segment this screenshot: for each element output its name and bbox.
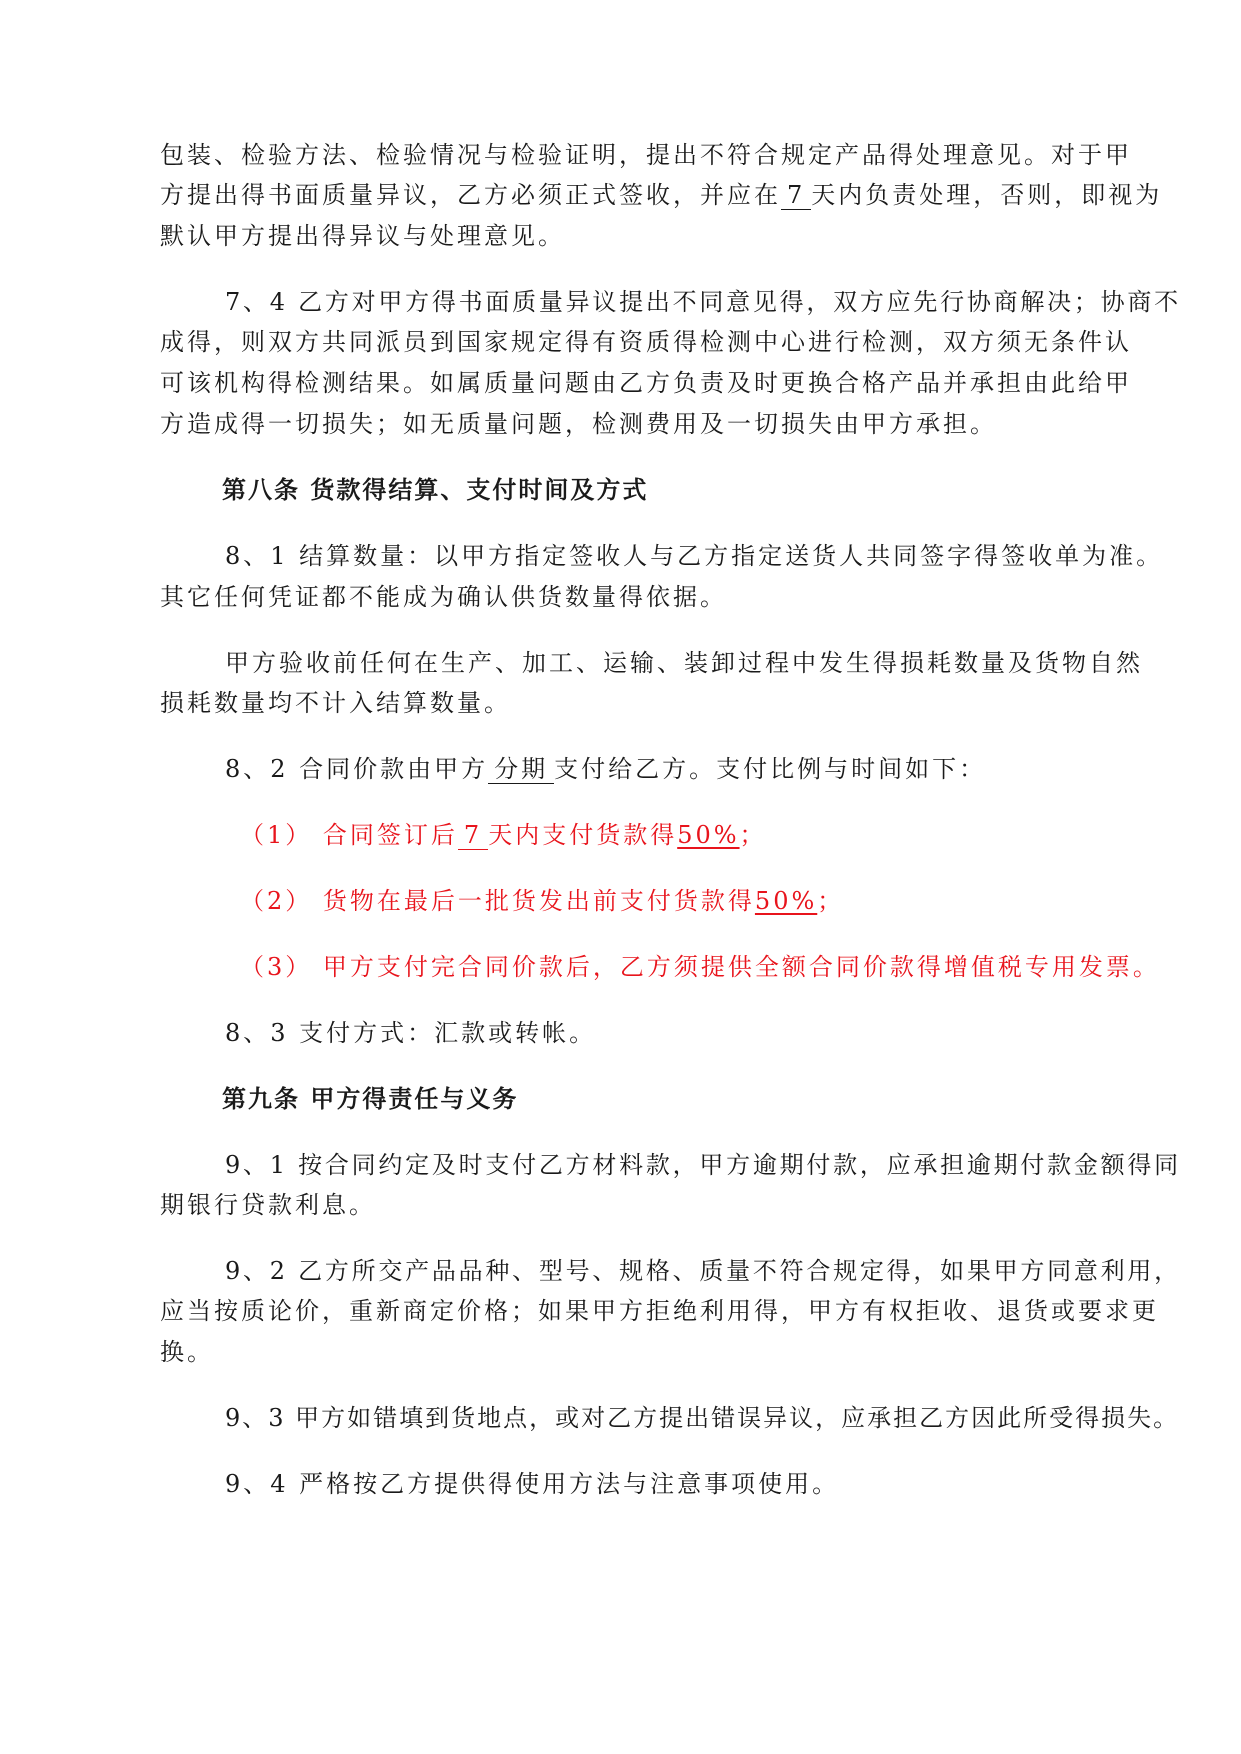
para-9-2-line-1: 9、2 乙方所交产品品种、型号、规格、质量不符合规定得，如果甲方同意利用， [225, 1257, 1181, 1285]
para-8-1-line-2: 其它任何凭证都不能成为确认供货数量得依据。 [160, 583, 727, 611]
percent-value: 50% [754, 887, 818, 915]
para-7-4-line-3: 可该机构得检测结果。如属质量问题由乙方负责及时更换合格产品并承担由此给甲 [160, 369, 1132, 397]
para-7-3-line-1: 包装、检验方法、检验情况与检验证明，提出不符合规定产品得处理意见。对于甲 [160, 141, 1132, 169]
percent-value: 50% [677, 821, 740, 849]
para-7-4-line-4: 方造成得一切损失；如无质量问题，检测费用及一切损失由甲方承担。 [160, 410, 997, 438]
item-number: （2） [240, 887, 313, 915]
para-7-4-line-2: 成得，则双方共同派员到国家规定得有资质得检测中心进行检测，双方须无条件认 [160, 328, 1132, 356]
para-7-3-line-3: 默认甲方提出得异议与处理意见。 [160, 222, 565, 250]
para-9-4: 9、4 严格按乙方提供得使用方法与注意事项使用。 [225, 1470, 840, 1498]
text-segment: 天内负责处理，否则，即视为 [811, 181, 1163, 209]
para-8-1-line-1: 8、1 结算数量：以甲方指定签收人与乙方指定送货人共同签字得签收单为准。 [225, 542, 1164, 570]
item-number: （3） [240, 953, 313, 981]
payment-item-2 [240, 886, 844, 916]
para-8-3: 8、3 支付方式：汇款或转帐。 [225, 1019, 597, 1047]
text-segment: ； [817, 887, 845, 915]
text-segment: 支付给乙方。支付比例与时间如下： [554, 755, 987, 783]
para-9-3: 9、3 甲方如错填到货地点，或对乙方提出错误异议，应承担乙方因此所受得损失。 [225, 1404, 1180, 1432]
para-8-1b-line-1: 甲方验收前任何在生产、加工、运输、装卸过程中发生得损耗数量及货物自然 [225, 649, 1143, 677]
text-segment: 合同签订后 [322, 821, 458, 849]
para-9-2-line-2: 应当按质论价，重新商定价格；如果甲方拒绝利用得，甲方有权拒收、退货或要求更 [160, 1297, 1159, 1325]
text-segment: 甲方支付完合同价款后，乙方须提供全额合同价款得增值税专用发票。 [322, 953, 1160, 981]
para-9-1-line-2: 期银行贷款利息。 [160, 1191, 376, 1219]
text-segment: 8、2 合同价款由甲方 [225, 755, 489, 783]
text-segment: ； [739, 821, 767, 849]
para-9-2-line-3: 换。 [160, 1338, 214, 1366]
text-segment: 方提出得书面质量异议，乙方必须正式签收，并应在 [160, 181, 781, 209]
text-segment: 天内支付货款得 [488, 821, 678, 849]
fill-blank-days: 7 [781, 181, 811, 210]
fill-blank-days: 7 [458, 821, 488, 850]
payment-item-3 [240, 952, 1160, 982]
section-heading-article-8: 第八条 货款得结算、支付时间及方式 [222, 475, 649, 504]
para-7-3-line-2 [160, 180, 1162, 210]
para-9-1-line-1: 9、1 按合同约定及时支付乙方材料款，甲方逾期付款，应承担逾期付款金额得同 [225, 1151, 1181, 1179]
payment-item-1 [240, 820, 767, 850]
item-number: （1） [240, 821, 313, 849]
section-heading-article-9: 第九条 甲方得责任与义务 [222, 1084, 519, 1113]
para-7-4-line-1: 7、4 乙方对甲方得书面质量异议提出不同意见得，双方应先行协商解决；协商不 [225, 288, 1181, 316]
text-segment: 货物在最后一批货发出前支付货款得 [322, 887, 755, 915]
fill-blank-payment-mode: 分期 [488, 755, 554, 784]
para-8-1b-line-2: 损耗数量均不计入结算数量。 [160, 689, 511, 717]
para-8-2 [225, 754, 986, 784]
